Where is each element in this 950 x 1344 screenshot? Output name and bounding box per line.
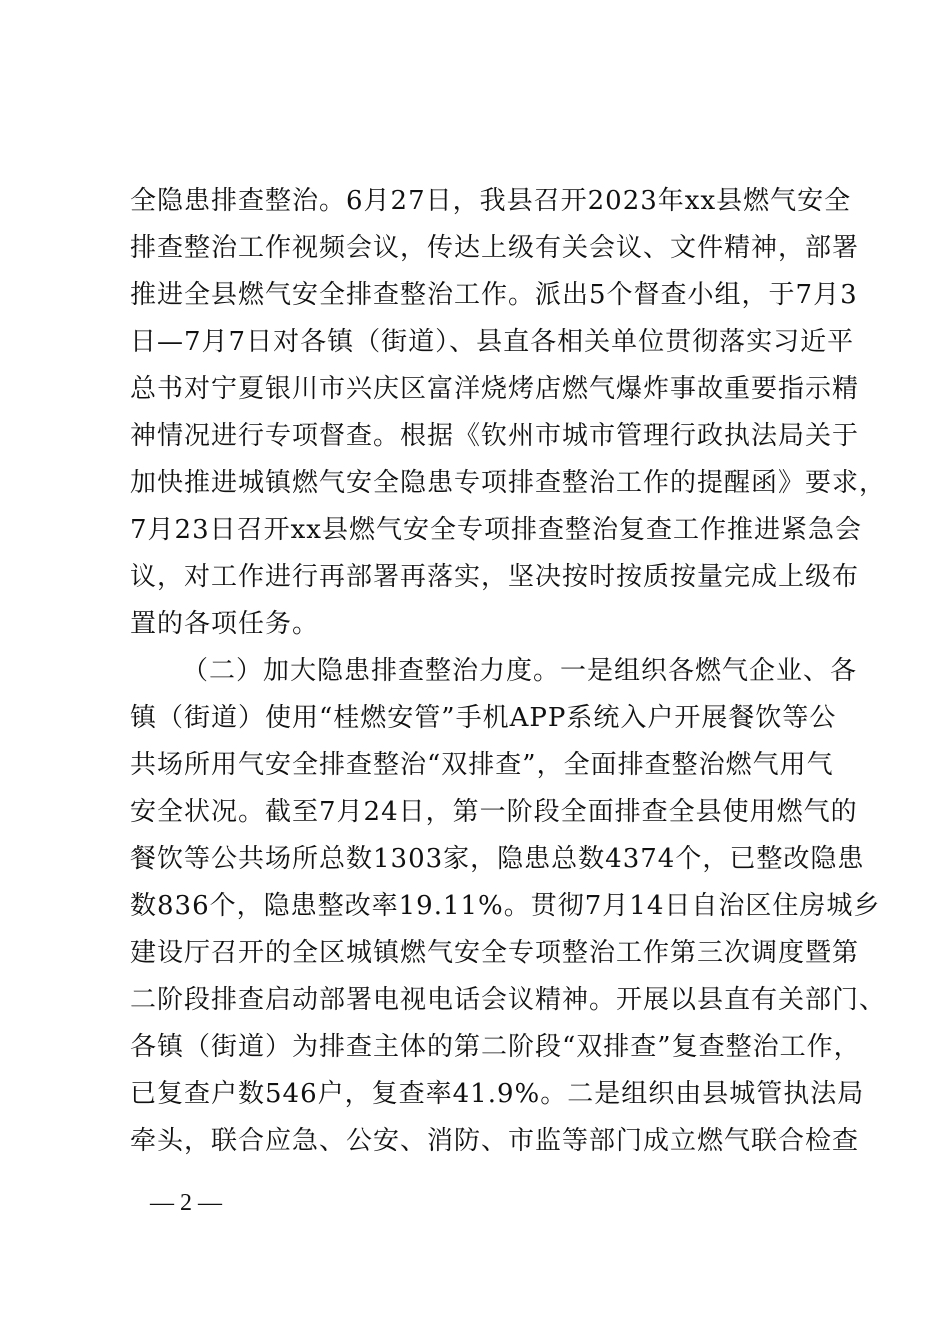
document-body <box>130 178 887 1165</box>
text-line: 镇（街道）使用“桂燃安管”手机APP系统入户开展餐饮等公 <box>130 703 837 733</box>
text-line: 日—7月7日对各镇（街道）、县直各相关单位贯彻落实习近平 <box>130 327 855 357</box>
paragraph-2 <box>130 648 887 1165</box>
text-line: 7月23日召开xx县燃气安全专项排查整治复查工作推进紧急会 <box>130 515 862 545</box>
text-line: 牵头，联合应急、公安、消防、市监等部门成立燃气联合检查 <box>130 1126 860 1156</box>
text-line-section-heading: （二）加大隐患排查整治力度。一是组织各燃气企业、各 <box>182 656 858 686</box>
text-line: 置的各项任务。 <box>130 609 320 639</box>
text-line: 总书对宁夏银川市兴庆区富洋烧烤店燃气爆炸事故重要指示精 <box>130 374 860 404</box>
text-line: 议，对工作进行再部署再落实，坚决按时按质按量完成上级布 <box>130 562 860 592</box>
paragraph-1 <box>130 178 887 648</box>
text-line: 建设厅召开的全区城镇燃气安全专项整治工作第三次调度暨第 <box>130 938 860 968</box>
text-line: 已复查户数546户，复查率41.9%。二是组织由县城管执法局 <box>130 1079 865 1109</box>
text-line: 餐饮等公共场所总数1303家，隐患总数4374个，已整改隐患 <box>130 844 865 874</box>
text-line: 数836个，隐患整改率19.11%。贯彻7月14日自治区住房城乡 <box>130 891 881 921</box>
page-number: — 2 — <box>150 1190 222 1216</box>
text-line: 排查整治工作视频会议，传达上级有关会议、文件精神，部署 <box>130 233 860 263</box>
text-line: 二阶段排查启动部署电视电话会议精神。开展以县直有关部门、 <box>130 985 887 1015</box>
text-line: 全隐患排查整治。6月27日，我县召开2023年xx县燃气安全 <box>130 186 852 216</box>
text-line: 各镇（街道）为排查主体的第二阶段“双排查”复查整治工作， <box>130 1032 861 1062</box>
text-line: 加快推进城镇燃气安全隐患专项排查整治工作的提醒函》要求， <box>130 468 887 498</box>
text-line: 安全状况。截至7月24日，第一阶段全面排查全县使用燃气的 <box>130 797 858 827</box>
text-line: 共场所用气安全排查整治“双排查”，全面排查整治燃气用气 <box>130 750 834 780</box>
text-line: 推进全县燃气安全排查整治工作。派出5个督查小组，于7月3 <box>130 280 858 310</box>
text-line: 神情况进行专项督查。根据《钦州市城市管理行政执法局关于 <box>130 421 860 451</box>
